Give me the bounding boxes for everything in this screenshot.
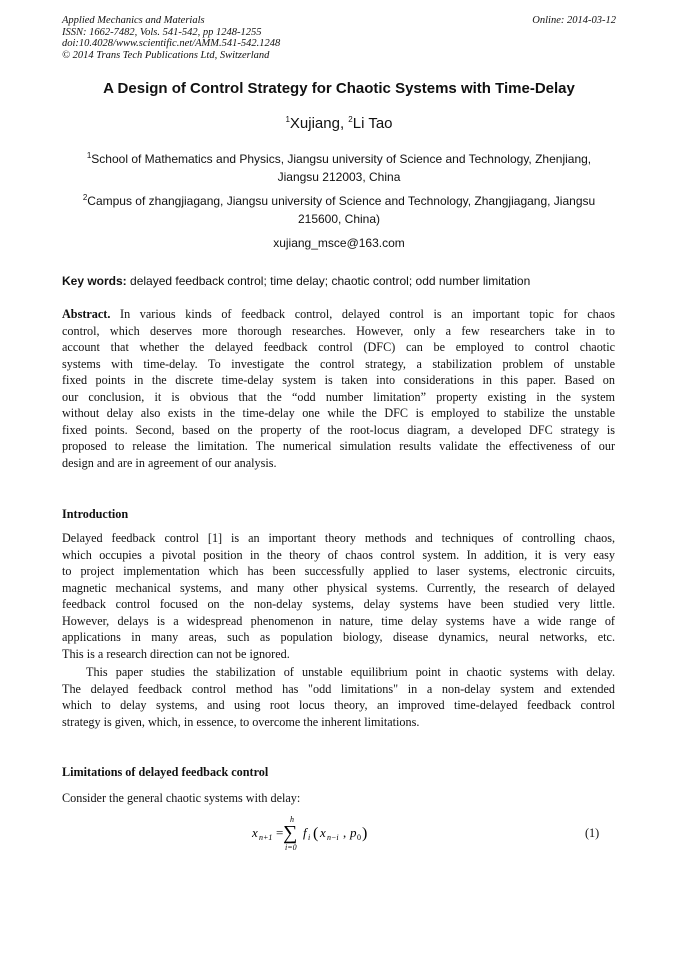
equation-arg1: x bbox=[320, 825, 326, 840]
paragraph-line: Consider the general chaotic systems with delay: bbox=[62, 791, 301, 805]
paragraph-line: The delayed feedback control method has "odd limitations" in a non-delay system and extended bbox=[62, 681, 615, 696]
introduction-heading: Introduction bbox=[62, 507, 129, 521]
introduction-paragraph-1 bbox=[62, 530, 615, 662]
paragraph-line: strategy is given, which, in essence, to overcome the inherent limitations. bbox=[62, 714, 420, 729]
abstract-line: proposed to release the limitation. The numerical simulation results validate the effectiveness of our bbox=[62, 439, 615, 453]
equation-1 bbox=[230, 812, 600, 854]
abstract-line: fixed points. Second, based on the property of the root-locus diagram, a developed DFC strategy is bbox=[62, 422, 615, 437]
author-2-superscript: 2 bbox=[348, 115, 353, 124]
sum-lower-limit: i=0 bbox=[285, 843, 297, 852]
affiliation-2-superscript: 2 bbox=[82, 193, 88, 202]
keywords-label: Key words: bbox=[62, 274, 127, 288]
online-date: Online: 2014-03-12 bbox=[532, 15, 616, 26]
author-1-name: Xujiang, bbox=[289, 115, 349, 132]
paragraph-line: magnetic mechanical systems, and many other physical systems. Currently, the research of delayed bbox=[62, 580, 615, 595]
paragraph-line: This paper studies the stabilization of unstable equilibrium point in chaotic systems with delay. bbox=[86, 665, 615, 679]
equation-equals: = bbox=[276, 825, 284, 840]
equation-lhs-subscript: n+1 bbox=[259, 833, 273, 842]
abstract-line: fixed points in the discrete time-delay system is taken into considerations in this paper. Based on bbox=[62, 373, 615, 387]
abstract bbox=[62, 306, 615, 471]
equation-formula bbox=[248, 812, 428, 854]
journal-copyright: © 2014 Trans Tech Publications Ltd, Switzerland bbox=[62, 49, 270, 61]
affiliation-2-line2: 215600, China) bbox=[297, 212, 381, 226]
paragraph-line: Delayed feedback control [1] is an important theory methods and techniques of controlling chaos, bbox=[62, 531, 615, 545]
author-list bbox=[62, 115, 616, 133]
equation-arg1-subscript: n−i bbox=[327, 833, 339, 842]
left-paren: ( bbox=[313, 825, 319, 842]
paragraph-line: applications in many areas, such as population biology, disease dynamics, neural networks, etc. bbox=[62, 630, 615, 644]
limitations-text bbox=[62, 790, 615, 807]
comma: , bbox=[343, 825, 347, 840]
equation-arg2: p bbox=[350, 825, 357, 840]
paragraph-line: which occupies a pivotal position in the theory of chaos control system. In addition, it is very easy bbox=[62, 547, 615, 562]
journal-doi[interactable]: doi:10.4028/www.scientific.net/AMM.541-542.1248 bbox=[62, 38, 281, 49]
equation-lhs: x bbox=[252, 825, 258, 840]
summation-symbol: ∑ bbox=[283, 822, 298, 844]
abstract-line: account that whether the delayed feedback control (DFC) can be employed to control chaotic bbox=[62, 340, 615, 354]
paragraph-line: to project implementation which has been successfully applied to laser systems, electronic circuits, bbox=[62, 564, 615, 578]
paragraph-line: This is a research direction can not be ignored. bbox=[62, 646, 290, 661]
paragraph-line: However, delays is a widespread phenomenon in nature, time delay systems have a wide range of bbox=[62, 613, 615, 628]
affiliation-1-superscript: 1 bbox=[86, 151, 92, 160]
paragraph-line: which to delay systems, and using root locus theory, an improved time-delayed feedback control bbox=[62, 698, 615, 712]
abstract-line: our conclusion, it is obvious that the “odd number limitation” property existing in the system bbox=[62, 389, 615, 404]
limitations-heading: Limitations of delayed feedback control bbox=[62, 765, 269, 779]
equation-number: (1) bbox=[585, 826, 600, 840]
abstract-line: without delay also exists in the time-delay one while the DFC is employed to stabilize the unstable bbox=[62, 406, 615, 420]
journal-header bbox=[62, 15, 616, 61]
journal-name: Applied Mechanics and Materials bbox=[62, 15, 205, 26]
paragraph-line: feedback control focused on the non-delay systems, delay systems have been studied very little. bbox=[62, 597, 615, 611]
sum-upper-limit: h bbox=[290, 815, 294, 824]
abstract-line: systems with time-delay. To investigate the control strategy, a stabilization problem of unstable bbox=[62, 356, 615, 371]
introduction-paragraph-2 bbox=[62, 664, 615, 730]
abstract-line: control, which deserves more thorough researches. However, only a few researchers take in to bbox=[62, 323, 615, 338]
abstract-label: Abstract. bbox=[62, 307, 111, 321]
right-paren: ) bbox=[362, 825, 368, 842]
abstract-line: design and are in agreement of our analysis. bbox=[62, 455, 277, 470]
author-email[interactable]: xujiang_msce@163.com bbox=[273, 236, 405, 250]
paper-title: A Design of Control Strategy for Chaotic Systems with Time-Delay bbox=[103, 80, 575, 97]
affiliation-1-line1: School of Mathematics and Physics, Jiangsu university of Science and Technology, Zhenjiang, bbox=[91, 152, 592, 166]
affiliation-2 bbox=[62, 192, 616, 228]
journal-issn: ISSN: 1662-7482, Vols. 541-542, pp 1248-1255 bbox=[62, 26, 262, 38]
author-1-superscript: 1 bbox=[285, 115, 290, 124]
abstract-line: Abstract. In various kinds of feedback control, delayed control is an important topic for chaos bbox=[62, 307, 615, 321]
keywords-text: delayed feedback control; time delay; chaotic control; odd number limitation bbox=[126, 274, 531, 288]
equation-arg2-subscript: 0 bbox=[357, 833, 361, 842]
equation-function: f bbox=[303, 825, 307, 840]
affiliation-2-line1: Campus of zhangjiagang, Jiangsu university of Science and Technology, Zhangjiagang, Jiangsu bbox=[87, 194, 596, 208]
equation-function-subscript: i bbox=[308, 833, 311, 842]
affiliation-1-line2: Jiangsu 212003, China bbox=[277, 170, 401, 184]
keywords bbox=[62, 273, 616, 289]
author-2-name: Li Tao bbox=[352, 115, 393, 132]
affiliation-1 bbox=[62, 150, 616, 186]
